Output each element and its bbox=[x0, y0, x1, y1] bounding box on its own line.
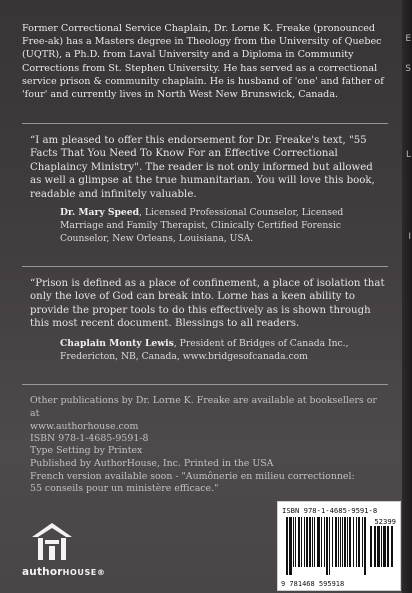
publications-line: Other publications by Dr. Lorne K. Freake are available at booksellers or at bbox=[30, 395, 377, 419]
divider bbox=[22, 266, 388, 267]
logo-word-upper: HOUSE bbox=[62, 568, 97, 577]
addon-barcode-bars bbox=[370, 526, 396, 575]
publications-url: www.authorhouse.com bbox=[30, 420, 139, 432]
french-version-line: French version available soon - "Aumônerie en milieu correctionnel: bbox=[30, 470, 355, 482]
endorser-name: Dr. Mary Speed bbox=[60, 207, 140, 218]
barcode-isbn-label: ISBN 978-1-4685-9591-8 bbox=[282, 506, 378, 515]
isbn-barcode bbox=[277, 501, 401, 591]
divider bbox=[22, 384, 388, 385]
registered-mark: ® bbox=[96, 568, 106, 577]
spine-edge bbox=[402, 0, 412, 593]
imprint-info bbox=[30, 445, 380, 496]
barcode-price-code: 52399 bbox=[374, 517, 396, 526]
spine-glyph: I bbox=[408, 232, 411, 242]
endorser-credentials: , Licensed Professional Counselor, Licensed Marriage and Family Therapist, Clinically Certified Forensic Counselor, New Orleans, Louisiana, USA. bbox=[60, 207, 344, 245]
endorser-credentials: , President of Bridges of Canada Inc., Fredericton, NB, Canada, www.bridgesofcanada.com bbox=[60, 338, 349, 363]
endorser-name: Chaplain Monty Lewis bbox=[60, 338, 174, 349]
endorsement-quote: “I am pleased to offer this endorsement for Dr. Freake's text, "55 Facts That You Need To Know For an Effective Correctional Chaplaincy Ministry". The reader is not only informed but allowed as well a glimpse at the true humanitarian. You will love this book, readable and infinitely valuable. bbox=[30, 135, 375, 200]
divider bbox=[22, 123, 388, 124]
publications-isbn: ISBN 978-1-4685-9591-8 bbox=[30, 433, 149, 445]
house-icon bbox=[31, 522, 73, 562]
ean-barcode-bars bbox=[286, 517, 368, 575]
author-bio: Former Correctional Service Chaplain, Dr. Lorne K. Freake (pronounced Free-ak) has a Masters degree in Theology from the University of Quebec (UQTR), a Ph.D. from Laval University and a Diploma in Community Corrections from St. Stephen University. He has served as a correctional service prison & community chaplain. He is husband of 'one' and father of 'four' and currently lives in North West New Brunswick, Canada. bbox=[22, 23, 384, 101]
endorsement-credit bbox=[60, 337, 388, 363]
french-title-line: 55 conseils pour un ministère efficace." bbox=[30, 483, 219, 495]
endorsement-credit bbox=[60, 206, 388, 246]
spine-glyph: S bbox=[405, 64, 411, 74]
logo-word-lower: author bbox=[22, 566, 63, 578]
publisher-logo bbox=[22, 522, 114, 584]
logo-wordmark bbox=[22, 566, 105, 578]
endorsement-quote: “Prison is defined as a place of confinement, a place of isolation that only the love of God can break into. Lorne has a keen ability to provide the proper tools to do this effectively as is shown through this most recent document. Blessings to all readers. bbox=[30, 278, 385, 330]
spine-glyph: E bbox=[405, 34, 411, 44]
typesetting-line: Type Setting by Printex bbox=[30, 445, 143, 456]
barcode-ean-digits: 9 781468 595918 bbox=[281, 580, 345, 588]
spine-glyph: L bbox=[405, 150, 411, 160]
publisher-line: Published by AuthorHouse, Inc. Printed in the USA bbox=[30, 457, 274, 469]
other-publications bbox=[30, 395, 380, 446]
